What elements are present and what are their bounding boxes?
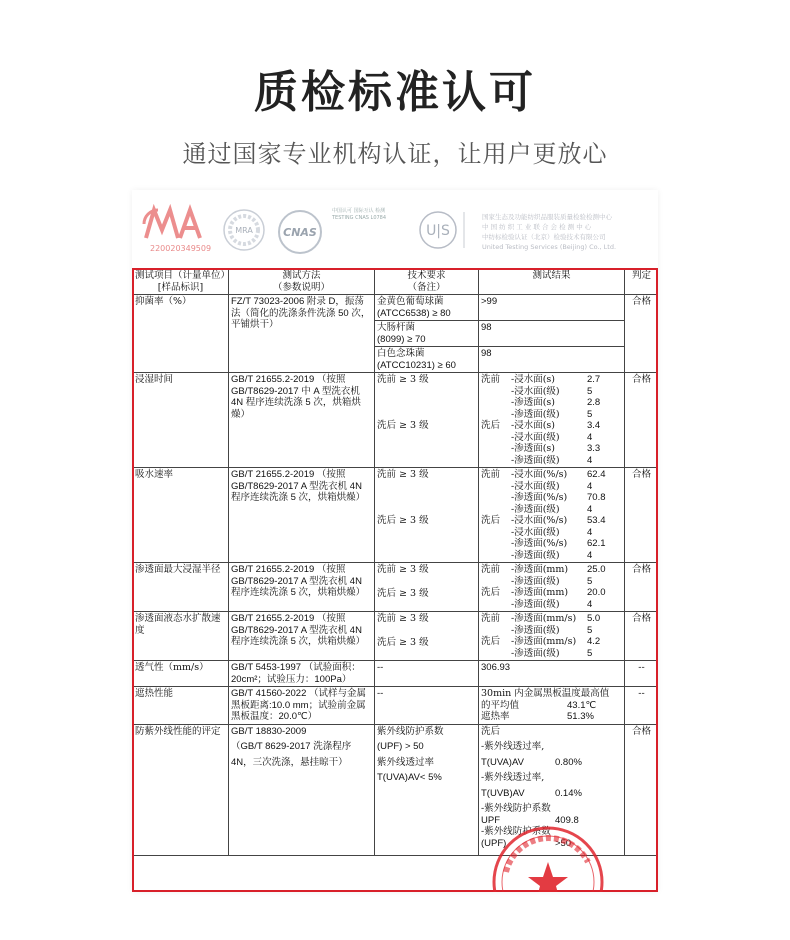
table-row bbox=[133, 468, 659, 563]
lab-name-line: United Testing Services (Beijing) Co., Ltd. bbox=[482, 243, 617, 251]
page-subtitle: 通过国家专业机构认证，让用户更放心 bbox=[182, 140, 608, 168]
cell-judgement: -- bbox=[625, 687, 659, 725]
lab-name bbox=[482, 212, 658, 252]
cell-requirement: 紫外线防护系数 (UPF) > 50 紫外线透过率 T(UVA)AV< 5% bbox=[375, 724, 479, 855]
cell-requirement: -- bbox=[375, 661, 479, 687]
cnas-caption: 中国认可 国际互认 检测 TESTING CNAS L0784 bbox=[332, 208, 387, 221]
report-card bbox=[132, 190, 658, 892]
cell-result: 洗前 -浸水面(s) 2.7 -浸水面(级) 5 -渗透面(s) 2.8 -渗透面(级) 5 洗后 -浸水面(s) 3.4 -浸水面(级) 4 -渗透面(s) 3.3 -渗透面(级) 4 bbox=[479, 373, 625, 468]
cell-requirement: 洗前 ≥ 3 级 洗后 ≥ 3 级 bbox=[375, 612, 479, 661]
cell-item: 渗透面最大浸湿半径 bbox=[133, 563, 229, 612]
cell-result: 30min 内金属黑板温度最高值 的平均值 43.1℃ 遮热率 51.3% bbox=[479, 687, 625, 725]
cell-item: 吸水速率 bbox=[133, 468, 229, 563]
cell-judgement: 合格 bbox=[625, 724, 659, 855]
cma-logo bbox=[140, 204, 212, 262]
test-report-table bbox=[132, 268, 658, 856]
table-row bbox=[133, 687, 659, 725]
cell-method: FZ/T 73023-2006 附录 D，振荡法（简化的洗涤条件洗涤 50 次，平铺烘干） bbox=[229, 295, 375, 373]
cma-number: 220020349509 bbox=[150, 244, 212, 253]
cell-result: 洗前 -浸水面(%/s) 62.4 -浸水面(级) 4 -渗透面(%/s) 70.8 -渗透面(级) 4 洗后 -浸水面(%/s) 53.4 -浸水面(级) 4 -渗透面(%/s) 62.1 -渗透面(级) 4 bbox=[479, 468, 625, 563]
cell-requirement: 白色念珠菌 (ATCC10231) ≥ 60 bbox=[375, 347, 479, 373]
table-row bbox=[133, 295, 659, 321]
cnas-logo bbox=[276, 208, 324, 256]
cell-judgement: -- bbox=[625, 661, 659, 687]
cell-result: 洗前 -渗透面(mm/s) 5.0 -渗透面(级) 5 洗后 -渗透面(mm/s) 4.2 -渗透面(级) 5 bbox=[479, 612, 625, 661]
table-row bbox=[133, 373, 659, 468]
cell-result: 306.93 bbox=[479, 661, 625, 687]
table-row bbox=[133, 612, 659, 661]
header-requirement: 技术要求 （备注） bbox=[375, 269, 479, 295]
svg-text:U|S: U|S bbox=[426, 223, 450, 239]
header-method: 测试方法 （参数说明） bbox=[229, 269, 375, 295]
cell-judgement: 合格 bbox=[625, 612, 659, 661]
header-item: 测试项目（计量单位） [样品标识] bbox=[133, 269, 229, 295]
cell-item: 透气性（mm/s） bbox=[133, 661, 229, 687]
header-judgement: 判定 bbox=[625, 269, 659, 295]
svg-text:CNAS: CNAS bbox=[283, 226, 317, 239]
cell-item: 防紫外线性能的评定 bbox=[133, 724, 229, 855]
logo-strip bbox=[132, 190, 658, 266]
cell-item: 抑菌率（%） bbox=[133, 295, 229, 373]
table-row bbox=[133, 563, 659, 612]
cell-item: 渗透面液态水扩散速度 bbox=[133, 612, 229, 661]
lab-logo bbox=[416, 208, 476, 252]
cell-requirement: 大肠杆菌 (8099) ≥ 70 bbox=[375, 321, 479, 347]
cell-result: 洗前 -渗透面(mm) 25.0 -渗透面(级) 5 洗后 -渗透面(mm) 20.0 -渗透面(级) 4 bbox=[479, 563, 625, 612]
cell-method: GB/T 21655.2-2019 （按照 GB/T8629-2017 A 型洗衣机 4N 程序连续洗涤 5 次，烘箱烘燥） bbox=[229, 563, 375, 612]
page-title: 质检标准认可 bbox=[254, 67, 536, 118]
cell-result: 98 bbox=[479, 321, 625, 347]
svg-text:MRA: MRA bbox=[235, 226, 253, 235]
cell-item: 浸湿时间 bbox=[133, 373, 229, 468]
cell-requirement: -- bbox=[375, 687, 479, 725]
cell-requirement: 洗前 ≥ 3 级 洗后 ≥ 3 级 bbox=[375, 468, 479, 563]
cell-requirement: 洗前 ≥ 3 级 洗后 ≥ 3 级 bbox=[375, 563, 479, 612]
cell-method: GB/T 41560-2022 （试样与金属黑板距离:10.0 mm；试验前金属黑板温度：20.0℃） bbox=[229, 687, 375, 725]
cell-method: GB/T 21655.2-2019 （按照 GB/T8629-2017 中 A 型洗衣机 4N 程序连续洗涤 5 次，烘箱烘燥） bbox=[229, 373, 375, 468]
cell-judgement: 合格 bbox=[625, 468, 659, 563]
cell-result: >99 bbox=[479, 295, 625, 321]
ilac-mra-logo bbox=[220, 206, 268, 254]
cell-method: GB/T 18830-2009 （GB/T 8629-2017 洗涤程序 4N，三次洗涤，悬挂晾干） bbox=[229, 724, 375, 855]
cell-method: GB/T 21655.2-2019 （按照 GB/T8629-2017 A 型洗衣机 4N 程序连续洗涤 5 次，烘箱烘燥） bbox=[229, 612, 375, 661]
cell-method: GB/T 5453-1997 （试验面积： 20cm²；试验压力：100Pa） bbox=[229, 661, 375, 687]
lab-name-line: 国家生态及功能纺织品服装质量检验检测中心 bbox=[482, 213, 612, 221]
table-row bbox=[133, 661, 659, 687]
cell-requirement: 金黄色葡萄球菌 (ATCC6538) ≥ 80 bbox=[375, 295, 479, 321]
cell-result: 洗后 -紫外线透过率, T(UVA)AV 0.80% -紫外线透过率, T(UVB)AV 0.14% -紫外线防护系数 UPF 409.8 -紫外线防护系数 (UPF) >50 bbox=[479, 724, 625, 855]
cell-judgement: 合格 bbox=[625, 563, 659, 612]
cell-result: 98 bbox=[479, 347, 625, 373]
cell-judgement: 合格 bbox=[625, 295, 659, 373]
cell-requirement: 洗前 ≥ 3 级 洗后 ≥ 3 级 bbox=[375, 373, 479, 468]
cell-item: 遮热性能 bbox=[133, 687, 229, 725]
lab-name-line: 中 国 纺 织 工 业 联 合 会 检 测 中 心 bbox=[482, 223, 592, 231]
table-row bbox=[133, 724, 659, 855]
lab-name-line: 中纺标检验认证（北京）检验技术有限公司 bbox=[482, 233, 606, 241]
header-result: 测试结果 bbox=[479, 269, 625, 295]
table-header-row bbox=[133, 269, 659, 295]
cell-judgement: 合格 bbox=[625, 373, 659, 468]
cell-method: GB/T 21655.2-2019 （按照 GB/T8629-2017 A 型洗衣机 4N 程序连续洗涤 5 次，烘箱烘燥） bbox=[229, 468, 375, 563]
